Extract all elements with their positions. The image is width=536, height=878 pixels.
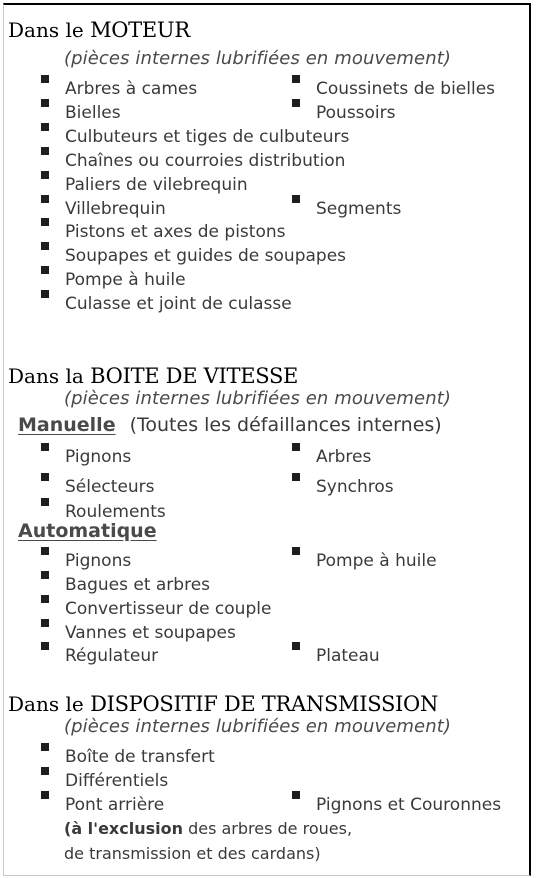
bullet-icon — [41, 595, 49, 603]
bullet-icon — [292, 473, 300, 481]
bullet-icon — [41, 123, 49, 131]
list-item: Pignons — [65, 551, 131, 571]
list-item: Pistons et axes de pistons — [65, 222, 286, 242]
title-main: MOTEUR — [90, 18, 190, 42]
exclusion-note — [64, 819, 352, 839]
list-item: Pompe à huile — [65, 270, 186, 290]
list-item: Roulements — [65, 502, 166, 522]
bullet-icon — [41, 242, 49, 250]
section-title-boite — [8, 364, 298, 388]
title-prefix: Dans la — [8, 364, 91, 388]
bullet-icon — [41, 443, 49, 451]
bullet-icon — [292, 99, 300, 107]
heading-label: Automatique — [18, 520, 157, 542]
bullet-icon — [41, 266, 49, 274]
section-subtitle-boite: (pièces internes lubrifiées en mouvement) — [64, 388, 452, 409]
bullet-icon — [292, 547, 300, 555]
bullet-icon — [41, 473, 49, 481]
list-item: Coussinets de bielles — [316, 79, 495, 99]
exclusion-note-bold: (à l'exclusion — [64, 819, 183, 838]
bullet-icon — [41, 642, 49, 650]
bullet-icon — [41, 147, 49, 155]
list-item: Pompe à huile — [316, 551, 437, 571]
list-item: Bielles — [65, 103, 121, 123]
section-title-transmission — [8, 692, 438, 716]
heading-label: Manuelle — [18, 414, 116, 436]
list-item: Arbres à cames — [65, 79, 197, 99]
section-subtitle-transmission: (pièces internes lubrifiées en mouvement) — [64, 716, 452, 737]
bullet-icon — [41, 99, 49, 107]
list-item: Pignons et Couronnes — [316, 795, 501, 815]
list-item: Pignons — [65, 447, 131, 467]
list-item: Boîte de transfert — [65, 747, 215, 767]
heading-automatique — [18, 520, 157, 542]
title-main: DISPOSITIF DE TRANSMISSION — [90, 692, 439, 716]
title-main: BOITE DE VITESSE — [90, 364, 299, 388]
bullet-icon — [292, 75, 300, 83]
list-item: Plateau — [316, 646, 380, 666]
exclusion-note-text: des arbres de roues, — [182, 819, 353, 838]
list-item: Sélecteurs — [65, 477, 155, 497]
bullet-icon — [41, 498, 49, 506]
bullet-icon — [41, 767, 49, 775]
bullet-icon — [292, 195, 300, 203]
list-item: Convertisseur de couple — [65, 599, 271, 619]
heading-note: (Toutes les défaillances internes) — [129, 414, 442, 436]
list-item: Villebrequin — [65, 199, 166, 219]
section-subtitle-moteur: (pièces internes lubrifiées en mouvement) — [64, 48, 452, 69]
heading-manuelle — [18, 414, 442, 436]
bullet-icon — [41, 171, 49, 179]
title-prefix: Dans le — [8, 18, 91, 42]
bullet-icon — [41, 195, 49, 203]
title-prefix: Dans le — [8, 692, 91, 716]
list-item: Bagues et arbres — [65, 575, 210, 595]
exclusion-note-line2: de transmission et des cardans) — [64, 844, 321, 863]
list-item: Arbres — [316, 447, 371, 467]
list-item: Différentiels — [65, 771, 168, 791]
list-item: Soupapes et guides de soupapes — [65, 246, 346, 266]
bullet-icon — [292, 443, 300, 451]
bullet-icon — [41, 571, 49, 579]
list-item: Vannes et soupapes — [65, 623, 236, 643]
bullet-icon — [41, 547, 49, 555]
bullet-icon — [292, 642, 300, 650]
bullet-icon — [41, 743, 49, 751]
section-title-moteur — [8, 18, 190, 42]
list-item: Poussoirs — [316, 103, 396, 123]
list-item: Chaînes ou courroies distribution — [65, 151, 345, 171]
list-item: Culbuteurs et tiges de culbuteurs — [65, 127, 349, 147]
list-item: Culasse et joint de culasse — [65, 294, 292, 314]
bullet-icon — [41, 290, 49, 298]
list-item: Synchros — [316, 477, 394, 497]
bullet-icon — [41, 791, 49, 799]
bullet-icon — [292, 791, 300, 799]
bullet-icon — [41, 75, 49, 83]
bullet-icon — [41, 619, 49, 627]
list-item: Paliers de vilebrequin — [65, 175, 248, 195]
list-item: Régulateur — [65, 646, 158, 666]
bullet-icon — [41, 218, 49, 226]
list-item: Segments — [316, 199, 401, 219]
list-item: Pont arrière — [65, 795, 164, 815]
